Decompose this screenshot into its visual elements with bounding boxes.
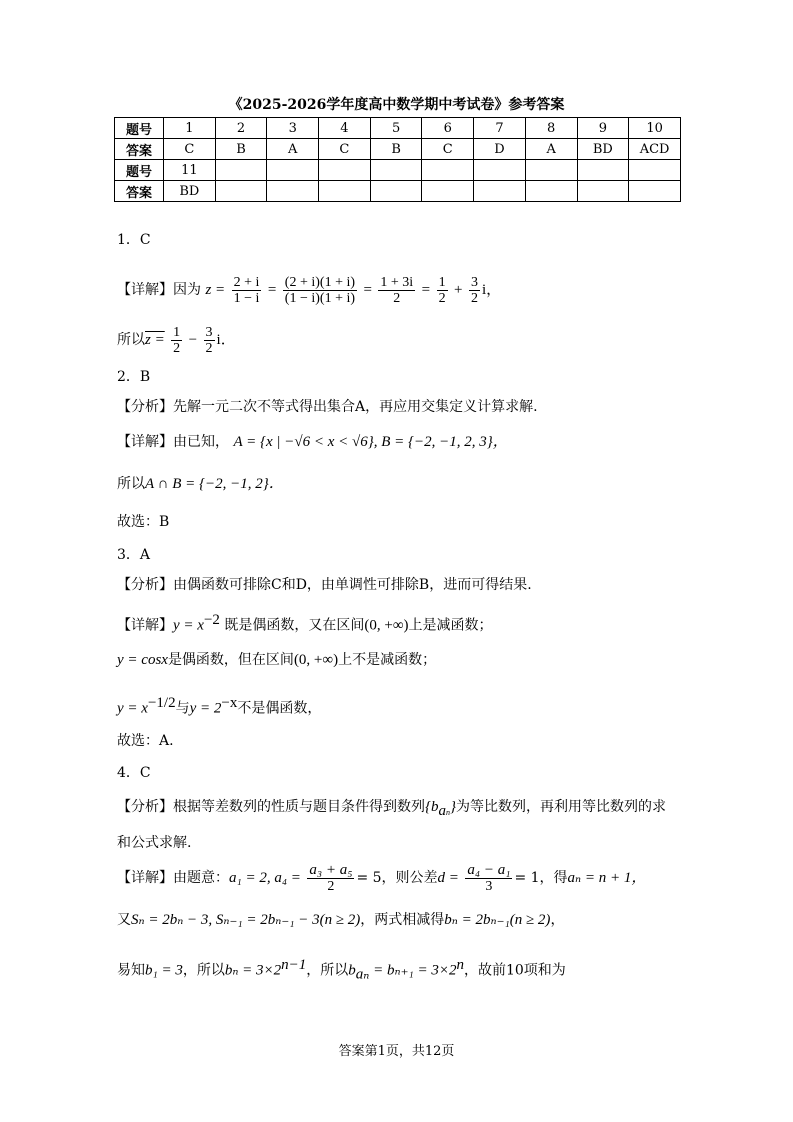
math-expr: Sₙ = 2bₙ − 3, Sₙ₋₁ = 2bₙ₋₁ − 3(n ≥ 2) <box>131 912 361 928</box>
q4-analysis-1 <box>117 797 666 823</box>
table-row <box>115 139 681 160</box>
q2-analysis: 【分析】先解一元二次不等式得出集合A，再应用交集定义计算求解. <box>117 399 538 415</box>
page-footer: 答案第1页，共12页 <box>338 1044 455 1059</box>
math-expr: aₙ = n + 1， <box>567 870 647 886</box>
table-cell: BD <box>164 181 216 202</box>
detail-tag: 【详解】因为 <box>117 282 201 298</box>
math-expr: y = x <box>173 617 204 634</box>
math-expr: a₁ = 2, a₄ = <box>229 870 301 886</box>
text: 上是减函数； <box>408 617 493 634</box>
page-title: 《2025-2026学年度高中数学期中考试卷》参考答案 <box>228 97 565 113</box>
text: 既是偶函数，又在区间 <box>224 617 365 634</box>
table-cell: A <box>267 139 319 160</box>
q2-choice: 故选：B <box>117 514 170 530</box>
math-tail: i． <box>216 332 236 348</box>
exponent: n <box>456 957 464 973</box>
numerator: a₃ + a₅ <box>309 861 353 878</box>
subscript: aₙ <box>355 966 370 983</box>
text: ，故前10项和为 <box>463 962 566 979</box>
q2-heading: 2．B <box>117 369 151 385</box>
q3-detail-3 <box>117 693 321 719</box>
text: 【详解】由已知， <box>117 434 229 450</box>
math-expr: {b <box>425 799 439 815</box>
math-expr: bₙ = 3×2 <box>224 962 282 979</box>
numerator: 3 <box>470 274 478 290</box>
math-expr: d = <box>437 870 459 886</box>
fraction <box>469 275 480 306</box>
numerator: 1 + 3i <box>380 274 414 290</box>
math-expr: } <box>450 799 456 815</box>
fraction <box>465 863 512 894</box>
table-cell <box>370 181 422 202</box>
q1-detail: 【详解】因为 z = $\frac{2 + i}{1 - i}$ = $\frac{(2 + i)(1 + i)}{(1 - i)(1 + i)}$ = $\frac{1 + 3i}{2}$ = $\frac{1}{2}$ + $\frac{3}{2}$ i， <box>117 274 502 306</box>
exponent: −x <box>221 695 238 711</box>
table-cell <box>577 160 629 181</box>
math-expr: A = {x | −√6 < x < √6}, B = {−2, −1, 2, 3}， <box>233 434 508 450</box>
table-cell: C <box>319 139 371 160</box>
math-expr: A ∩ B = {−2, −1, 2}． <box>145 476 284 492</box>
text: ，两式相减得 <box>360 912 445 928</box>
table-cell <box>629 181 681 202</box>
denominator: 2 <box>438 290 446 306</box>
table-cell: C <box>422 139 474 160</box>
table-cell: C <box>164 139 216 160</box>
q1-result: 所以z = $\frac{1}{2}$ − $\frac{3}{2}$ i． <box>117 324 236 356</box>
q3-analysis: 【分析】由偶函数可排除C和D，由单调性可排除B，进而可得结果. <box>117 577 532 593</box>
table-cell <box>525 160 577 181</box>
denominator: 2 <box>470 290 478 306</box>
q3-detail-1 <box>117 610 493 636</box>
table-cell: 1 <box>164 118 216 139</box>
q1-heading: 1．C <box>117 232 151 248</box>
table-cell <box>422 181 474 202</box>
math-expr: = bₙ₊₁ = 3×2 <box>369 962 457 979</box>
answer-table <box>114 117 681 202</box>
denominator: 2 <box>205 340 213 356</box>
table-header-cell: 答案 <box>115 139 164 160</box>
text: 与 <box>175 700 190 717</box>
q4-analysis-2: 和公式求解. <box>117 835 192 851</box>
exponent: n−1 <box>281 957 307 973</box>
q4-detail-3 <box>117 955 566 984</box>
fraction <box>437 275 448 306</box>
table-cell: 10 <box>629 118 681 139</box>
q3-heading: 3．A <box>117 547 151 563</box>
denominator: 2 <box>393 290 401 306</box>
numerator: (2 + i)(1 + i) <box>284 274 356 290</box>
table-cell <box>577 181 629 202</box>
table-cell: 9 <box>577 118 629 139</box>
subscript: n <box>446 807 450 817</box>
q2-result <box>117 474 284 494</box>
text: ，所以 <box>306 962 349 979</box>
fraction <box>378 275 415 306</box>
math-expr: b₁ = 3 <box>145 962 183 979</box>
table-header-cell: 题号 <box>115 118 164 139</box>
table-cell <box>215 181 267 202</box>
table-cell: 4 <box>319 118 371 139</box>
q3-choice: 故选：A. <box>117 733 174 749</box>
math-expr: y = x <box>117 700 148 717</box>
math-expr: bₙ = 2bₙ₋₁(n ≥ 2) <box>444 912 551 928</box>
numerator: 1 <box>438 274 446 290</box>
text: 上不是减函数； <box>338 652 437 668</box>
numerator: a₄ − a₁ <box>467 861 511 878</box>
table-cell: 5 <box>370 118 422 139</box>
math-expr: (0, +∞) <box>364 617 409 634</box>
table-cell: 3 <box>267 118 319 139</box>
math-expr: z = <box>145 332 165 348</box>
math-tail: i， <box>481 282 502 298</box>
q2-detail <box>117 432 508 452</box>
text: 所以 <box>117 476 145 492</box>
math-expr: b <box>348 962 356 979</box>
text: ， <box>550 912 565 928</box>
table-cell <box>629 160 681 181</box>
table-row <box>115 118 681 139</box>
table-cell <box>267 181 319 202</box>
denominator: 1 − i <box>233 290 260 306</box>
numerator: 1 <box>173 324 181 340</box>
table-header-cell: 答案 <box>115 181 164 202</box>
table-cell <box>422 160 474 181</box>
text: 为等比数列，再利用等比数列的求 <box>456 799 666 815</box>
exponent: −2 <box>203 612 220 628</box>
table-cell <box>319 181 371 202</box>
table-cell: 11 <box>164 160 216 181</box>
fraction <box>204 325 215 356</box>
table-cell: D <box>474 139 526 160</box>
denominator: 3 <box>485 878 493 894</box>
table-cell <box>474 181 526 202</box>
fraction <box>283 275 357 306</box>
math-expr: (0, +∞) <box>293 652 339 668</box>
text: = 1，得 <box>514 870 568 886</box>
table-cell: B <box>370 139 422 160</box>
table-cell: ACD <box>629 139 681 160</box>
table-row <box>115 181 681 202</box>
table-cell: 6 <box>422 118 474 139</box>
q4-detail-1 <box>117 860 646 896</box>
table-cell: 7 <box>474 118 526 139</box>
fraction <box>171 325 182 356</box>
denominator: 2 <box>173 340 181 356</box>
math-expr: y = cosx <box>117 652 168 668</box>
table-row <box>115 160 681 181</box>
table-cell <box>370 160 422 181</box>
denominator: 2 <box>327 878 335 894</box>
text: 【分析】根据等差数列的性质与题目条件得到数列 <box>117 799 425 815</box>
q4-detail-2 <box>117 910 564 930</box>
text: 不是偶函数， <box>237 700 322 717</box>
table-cell <box>474 160 526 181</box>
table-cell: B <box>215 139 267 160</box>
detail-tag: 【详解】由题意： <box>117 870 229 886</box>
table-cell: A <box>525 139 577 160</box>
table-cell <box>319 160 371 181</box>
text: 又 <box>117 912 131 928</box>
table-cell: 2 <box>215 118 267 139</box>
denominator: (1 − i)(1 + i) <box>284 290 356 306</box>
table-header-cell: 题号 <box>115 160 164 181</box>
numerator: 3 <box>205 324 213 340</box>
math-expr: z = <box>205 282 226 298</box>
table-cell <box>525 181 577 202</box>
q4-heading: 4．C <box>117 765 151 781</box>
text: 所以 <box>117 332 145 348</box>
table-cell <box>267 160 319 181</box>
text: ，所以 <box>182 962 225 979</box>
table-cell: 8 <box>525 118 577 139</box>
text: 是偶函数，但在区间 <box>167 652 294 668</box>
detail-tag: 【详解】 <box>117 617 173 634</box>
exponent: −1/2 <box>147 695 176 711</box>
table-cell: BD <box>577 139 629 160</box>
table-cell <box>215 160 267 181</box>
text: = 5，则公差 <box>356 870 438 886</box>
q3-detail-2 <box>117 650 436 670</box>
fraction <box>307 863 354 894</box>
fraction <box>232 275 262 306</box>
text: 易知 <box>117 962 145 979</box>
numerator: 2 + i <box>233 274 260 290</box>
math-expr: y = 2 <box>189 700 222 717</box>
subscript: a <box>438 802 446 819</box>
